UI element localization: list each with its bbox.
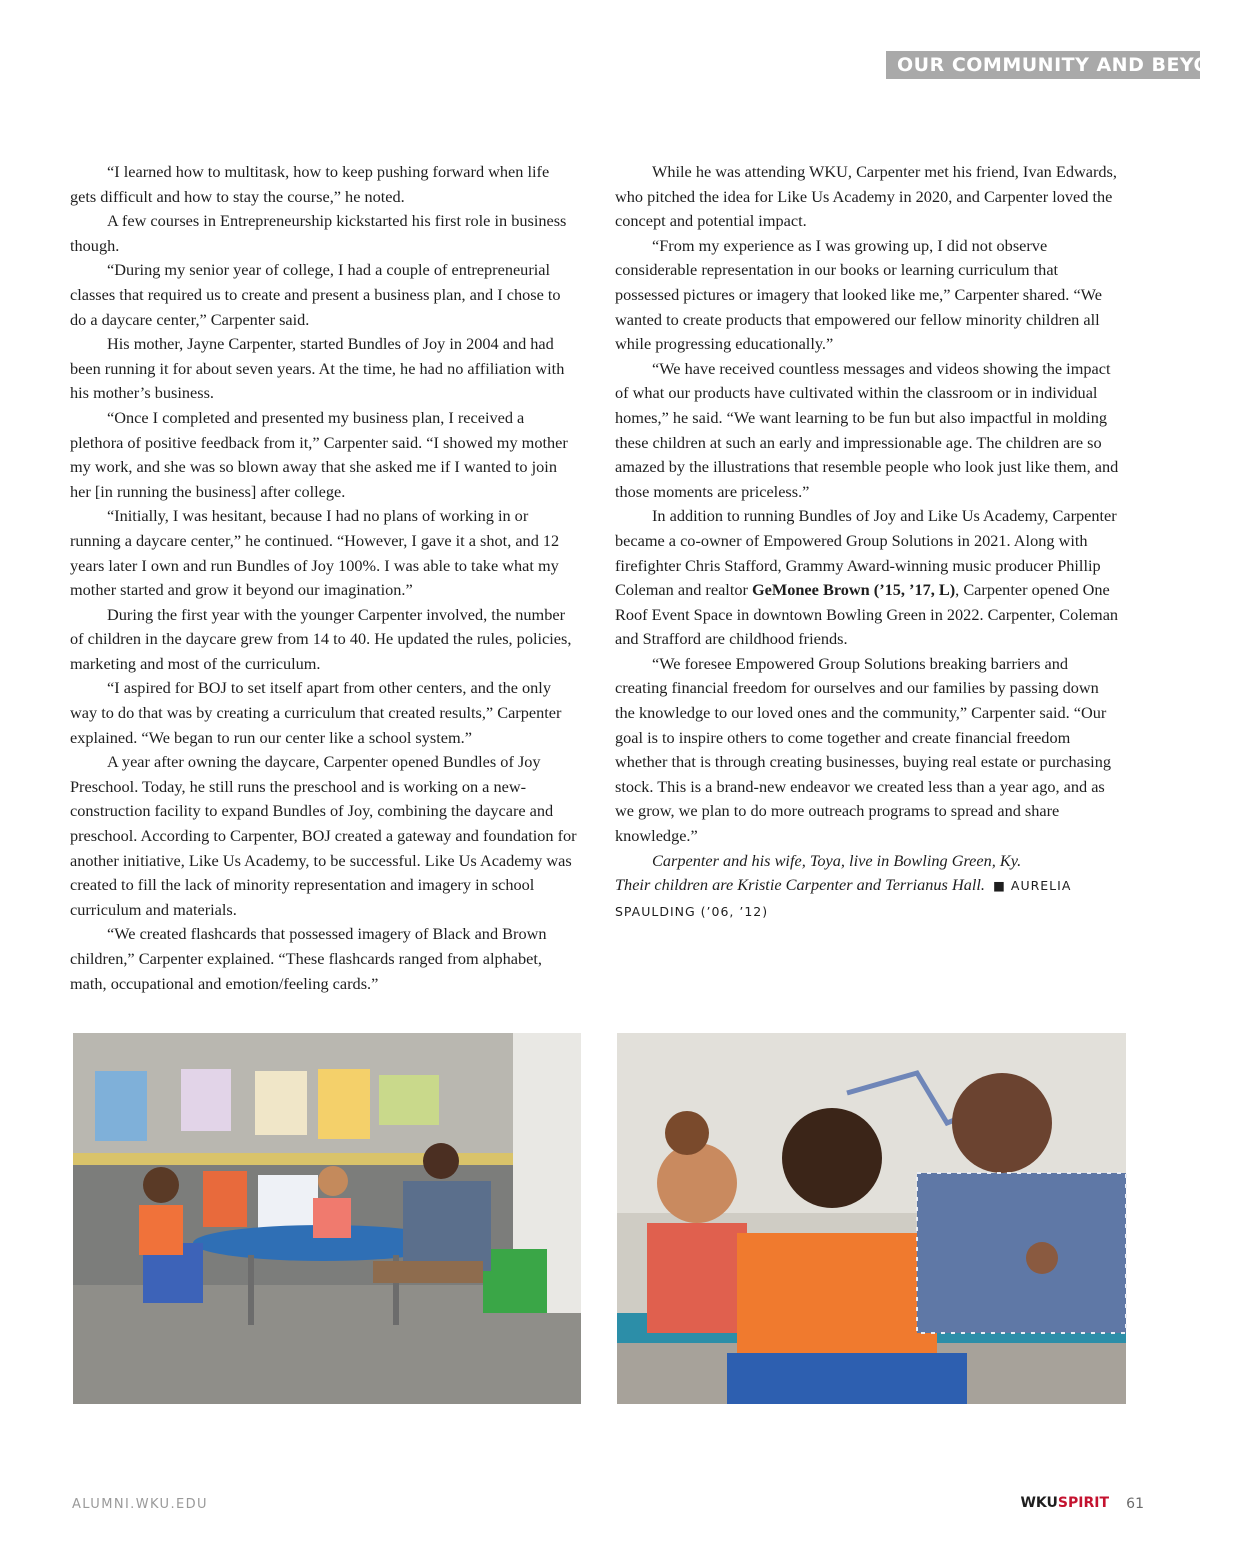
family-note: Carpenter and his wife, Toya, live in Bowling Green, Ky. (652, 850, 1022, 870)
alumni-name: GeMonee Brown (’15, ’17, L) (751, 580, 956, 600)
paragraph: During the first year with the younger Carpenter involved, the number of children in the daycare grew from 14 to 40. He updated the rules, policies, marketing and most of the curriculum. (70, 604, 572, 673)
paragraph: “We foresee Empowered Group Solutions breaking barriers and creating financial freedom for ourselves and our families by passing down the knowledge to our loved ones and the community,” Carpenter said. “Our goal is to inspire others to come together and create financial freedom whether that is through creating businesses, buying real estate or purchasing stock. This is a brand-new endeavor we created less than a year ago, and as we grow, we plan to do more outreach programs to spread and share knowledge.” (615, 653, 1111, 846)
paragraph: “We have received countless messages and videos showing the impact of what our products have cultivated within the classroom or in individual homes,” he said. “We want learning to be fun but also impactful in molding these children at such an early and impressionable age. The children are so amazed by the illustrations that resemble people who look just like them, and those moments are priceless.” (615, 358, 1119, 501)
paragraph: “We created flashcards that possessed imagery of Black and Brown children,” Carpenter explained. “These flashcards ranged from alphabet, math, occupational and emotion/feeling cards.” (70, 924, 547, 993)
paragraph: “I learned how to multitask, how to keep pushing forward when life gets difficult and how to stay the course,” he noted. (70, 162, 550, 206)
paragraph: “Once I completed and presented my business plan, I received a plethora of positive feedback from it,” Carpenter said. “I showed my mother my work, and she was so blown away that she asked me if I wanted to join her [in running the business] after college. (70, 407, 568, 501)
paragraph: A year after owning the daycare, Carpenter opened Bundles of Joy Preschool. Today, he still runs the preschool and is working on a new-construction facility to expand Bundles of Joy, combining the daycare and preschool. According to Carpenter, BOJ created a gateway and foundation for another initiative, Like Us Academy, to be successful. Like Us Academy was created to fill the lack of minority representation and imagery in school curriculum and materials. (70, 752, 577, 919)
page-number: 61 (1126, 1496, 1144, 1512)
logo-wku: WKU (1020, 1495, 1058, 1511)
paragraph: While he was attending WKU, Carpenter met his friend, Ivan Edwards, who pitched the idea for Like Us Academy in 2020, and Carpenter loved the concept and potential impact. (615, 162, 1117, 231)
family-note-line: Their children are Kristie Carpenter and Terrianus Hall. (615, 875, 985, 895)
paragraph-text: In addition to running Bundles of Joy and Like Us Academy, Carpenter became a co-owner of Empowered Group Solutions in 2021. Along with firefighter Chris Stafford, Grammy Award-winning music producer Phillip Coleman and realtor (615, 506, 1117, 600)
logo-spirit: SPIRIT (1057, 1495, 1109, 1511)
classroom-photo (73, 1033, 581, 1404)
family-note-byline (615, 873, 1120, 924)
teaching-photo (617, 1033, 1126, 1404)
paragraph: His mother, Jayne Carpenter, started Bundles of Joy in 2004 and had been running it for about seven years. At the time, he had no affiliation with his mother’s business. (70, 334, 565, 403)
paragraph (615, 504, 1120, 652)
section-banner: OUR COMMUNITY AND BEYOND (886, 51, 1200, 79)
paragraph: “I aspired for BOJ to set itself apart from other centers, and the only way to do that was by creating a curriculum that created results,” Carpenter explained. “We began to run our center like a school system.” (70, 678, 562, 747)
article-column-left (70, 160, 578, 996)
magazine-logo (1020, 1495, 1109, 1511)
author-byline: ■ AURELIA SPAULDING (’06, ’12) (615, 878, 1072, 919)
paragraph: “During my senior year of college, I had a couple of entrepreneurial classes that required us to create and present a business plan, and I chose to do a daycare center,” Carpenter said. (70, 260, 561, 329)
paragraph: A few courses in Entrepreneurship kickstarted his first role in business though. (70, 211, 567, 255)
paragraph: “Initially, I was hesitant, because I had no plans of working in or running a daycare center,” he continued. “However, I gave it a shot, and 12 years later I own and run Bundles of Joy 100%. I was able to take what my mother started and grow it beyond our imagination.” (70, 506, 560, 600)
article-column-right (615, 160, 1120, 924)
paragraph: “From my experience as I was growing up, I did not observe considerable representation in our books or learning curriculum that possessed pictures or imagery that looked like me,” Carpenter shared. “We wanted to create products that empowered our fellow minority children all while progressing educationally.” (615, 235, 1102, 354)
footer-url: ALUMNI.WKU.EDU (72, 1497, 208, 1512)
paragraph-text: , Carpenter opened One Roof Event Space in downtown Bowling Green in 2022. Carpenter, Coleman and Strafford are childhood friends. (615, 580, 1119, 649)
